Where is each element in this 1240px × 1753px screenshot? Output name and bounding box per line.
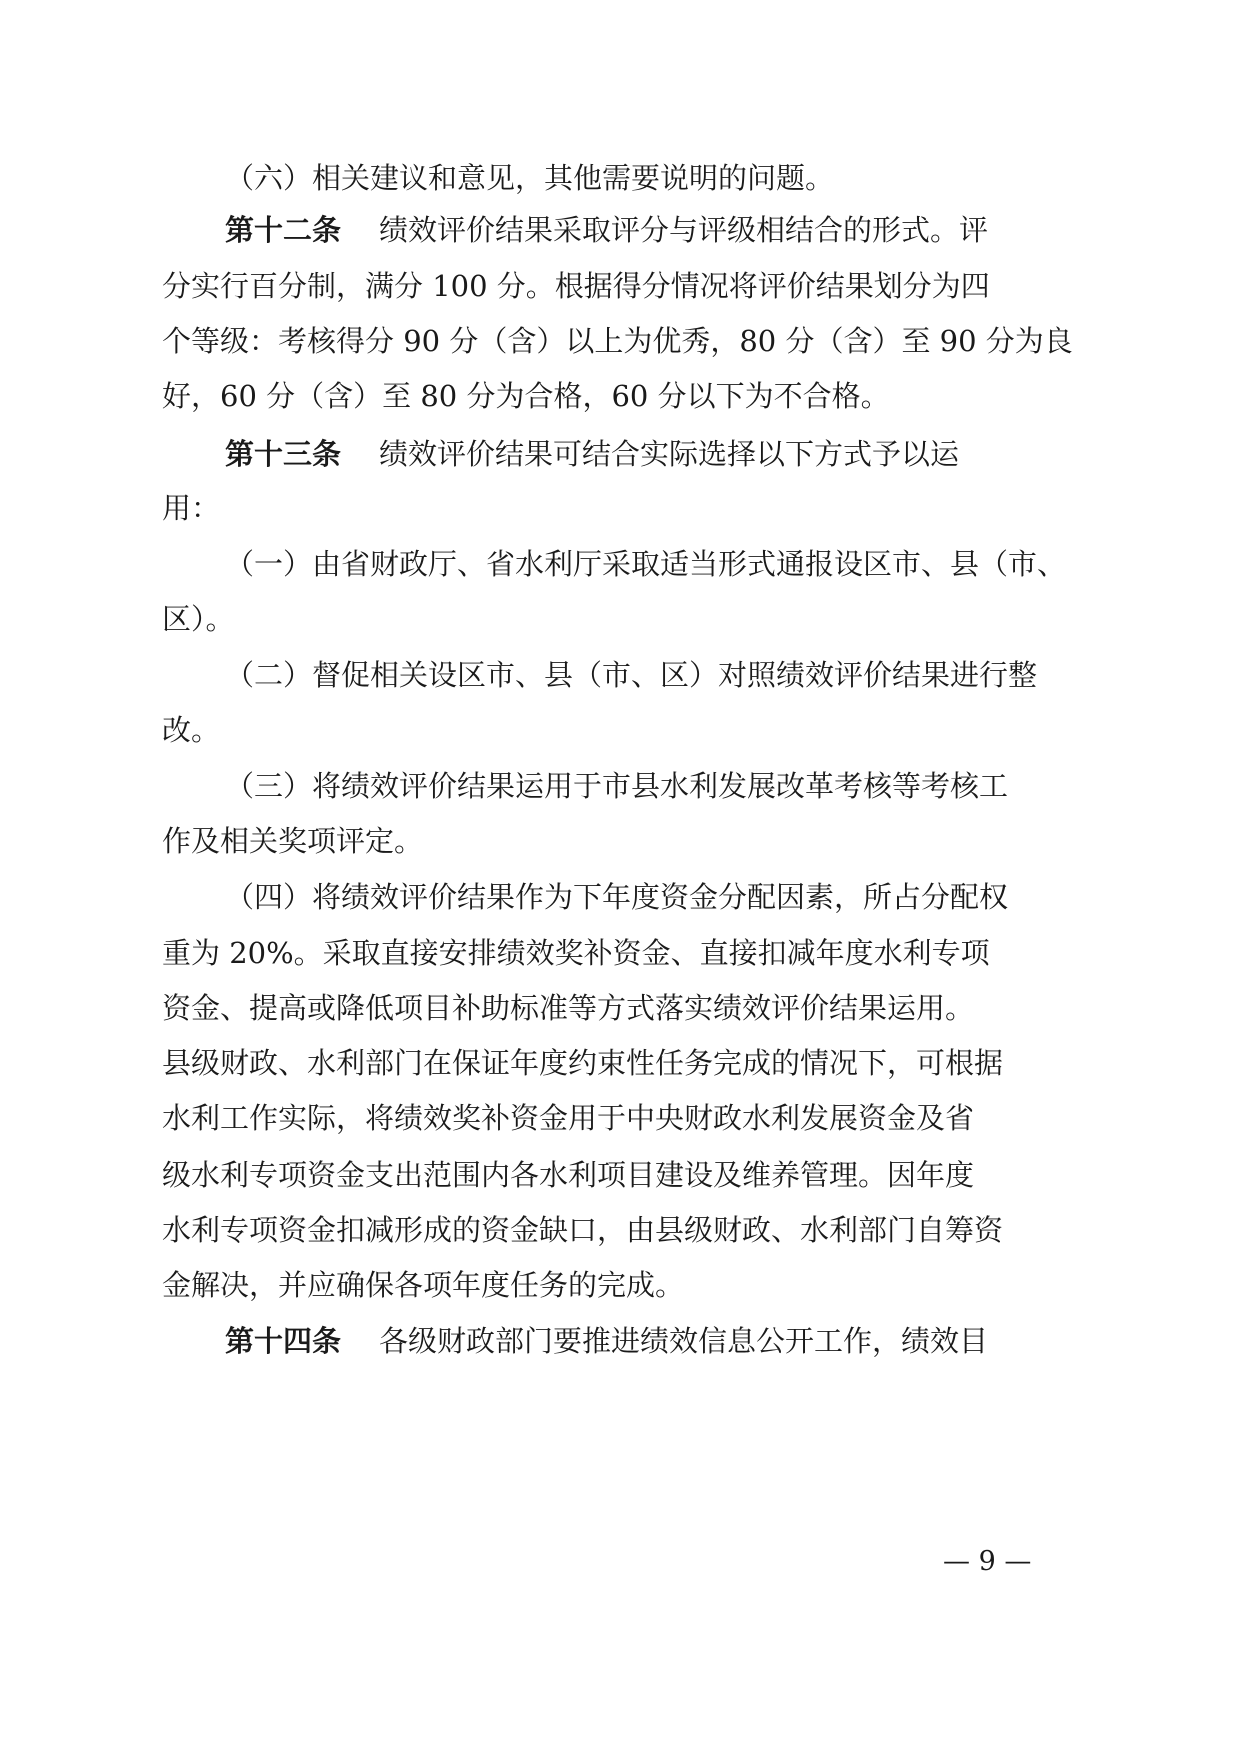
article-12-line: 第十二条 绩效评价结果采取评分与评级相结合的形式。评 bbox=[225, 213, 989, 247]
article-heading: 第十二条 bbox=[225, 213, 342, 247]
text-line: （一）由省财政厅、省水利厅采取适当形式通报设区市、县（市、 bbox=[225, 547, 1067, 581]
text-line: 资金、提高或降低项目补助标准等方式落实绩效评价结果运用。 bbox=[162, 991, 975, 1025]
page-number: — 9 — bbox=[943, 1546, 1032, 1577]
text-line: 分实行百分制，满分 100 分。根据得分情况将评价结果划分为四 bbox=[162, 269, 990, 303]
text-line: 区）。 bbox=[162, 602, 235, 636]
text-line: 用： bbox=[162, 491, 221, 525]
text-line: 水利专项资金扣减形成的资金缺口，由县级财政、水利部门自筹资 bbox=[162, 1213, 1004, 1247]
article-heading: 第十四条 bbox=[225, 1324, 342, 1358]
text-line: 作及相关奖项评定。 bbox=[162, 824, 424, 858]
text-line: 县级财政、水利部门在保证年度约束性任务完成的情况下，可根据 bbox=[162, 1046, 1004, 1080]
article-13-line: 第十三条 绩效评价结果可结合实际选择以下方式予以运 bbox=[225, 437, 960, 471]
text-line: 水利工作实际，将绩效奖补资金用于中央财政水利发展资金及省 bbox=[162, 1101, 975, 1135]
text-line: 金解决，并应确保各项年度任务的完成。 bbox=[162, 1268, 685, 1302]
text-line: 改。 bbox=[162, 713, 221, 747]
article-heading: 第十三条 bbox=[225, 437, 342, 471]
text-line: 重为 20%。采取直接安排绩效奖补资金、直接扣减年度水利专项 bbox=[162, 936, 990, 970]
text-line: （四）将绩效评价结果作为下年度资金分配因素，所占分配权 bbox=[225, 880, 1009, 914]
article-14-line: 第十四条 各级财政部门要推进绩效信息公开工作，绩效目 bbox=[225, 1324, 989, 1358]
text-line: （二）督促相关设区市、县（市、区）对照绩效评价结果进行整 bbox=[225, 658, 1038, 692]
text-line: 个等级：考核得分 90 分（含）以上为优秀，80 分（含）至 90 分为良 bbox=[162, 324, 1073, 358]
text-line: （六）相关建议和意见，其他需要说明的问题。 bbox=[225, 161, 835, 195]
text-line: 好，60 分（含）至 80 分为合格，60 分以下为不合格。 bbox=[162, 379, 890, 413]
text-line: 级水利专项资金支出范围内各水利项目建设及维养管理。因年度 bbox=[162, 1158, 975, 1192]
text-line: （三）将绩效评价结果运用于市县水利发展改革考核等考核工 bbox=[225, 769, 1009, 803]
